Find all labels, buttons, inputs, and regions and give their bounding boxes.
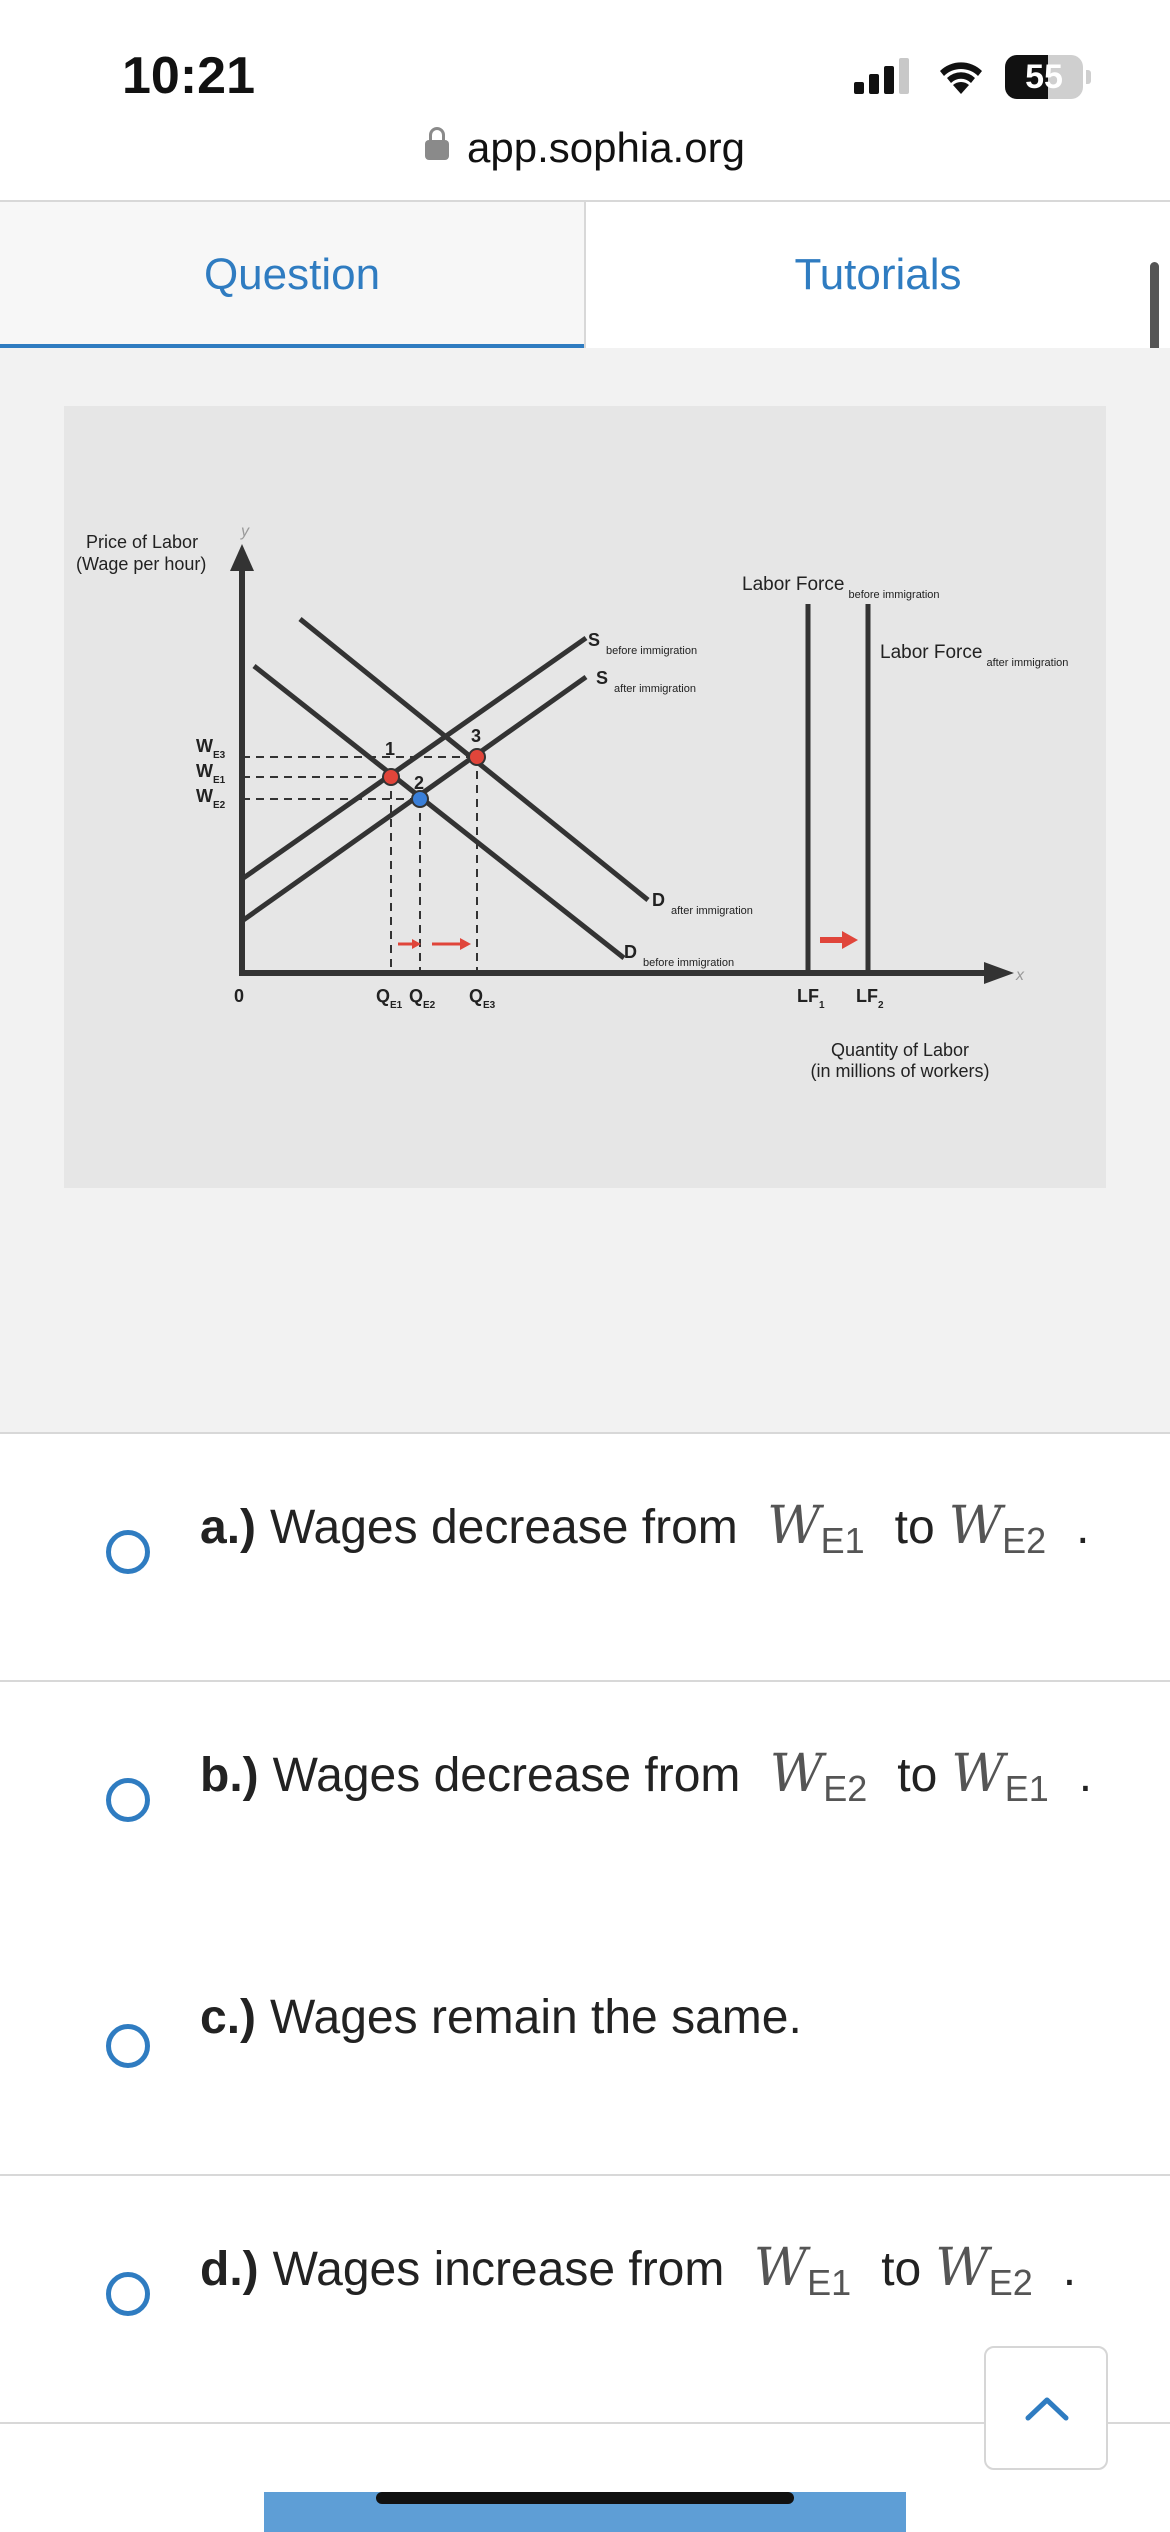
origin-label: 0 xyxy=(234,986,245,1006)
labor-market-graph xyxy=(64,406,1106,1188)
supply-after-label: $S_{after immigration}$ xyxy=(596,668,696,695)
lock-icon xyxy=(425,140,449,160)
radio-button-b[interactable] xyxy=(106,1778,150,1822)
option-a-text: a.) Wages decrease from $W_{E1}$ to $W_{E2}$ . xyxy=(200,1496,1090,1561)
tab-tutorials[interactable]: Tutorials xyxy=(584,202,1170,348)
scroll-to-top-button[interactable] xyxy=(984,2346,1108,2470)
home-indicator[interactable] xyxy=(376,2492,794,2504)
battery-icon xyxy=(1005,55,1091,99)
radio-button-c[interactable] xyxy=(106,2024,150,2068)
x-letter: x xyxy=(1016,967,1024,984)
shift-arrows-small xyxy=(398,938,471,950)
demand-after-label: $D_{after immigration}$ xyxy=(652,890,753,917)
status-time: 10:21 xyxy=(122,47,255,105)
address-bar[interactable] xyxy=(0,124,1170,172)
radio-button-a[interactable] xyxy=(106,1530,150,1574)
option-c-text: c.) Wages remain the same. xyxy=(200,1991,802,2044)
supply-before-curve xyxy=(242,638,586,879)
x-axis-arrow xyxy=(984,962,1014,984)
point-label-2: 2 xyxy=(414,773,425,793)
x-axis-label-1: Quantity of Labor xyxy=(830,1040,970,1060)
w-e2-label: $W_{E2}$ xyxy=(196,786,226,811)
supply-before-label: $S_{before immigration}$ xyxy=(588,630,698,657)
point-label-3: 3 xyxy=(471,726,482,746)
labor-force-after-label: Labor Force $_{after immigration}$ xyxy=(880,642,1069,669)
y-axis-arrow xyxy=(230,544,254,571)
y-axis-label-1: Price of Labor xyxy=(86,532,199,552)
wifi-icon xyxy=(935,56,987,96)
answer-option-a[interactable] xyxy=(0,1434,1170,1682)
w-e3-label: $W_{E3}$ xyxy=(196,736,226,761)
q-e2-label: $Q_{E2}$ xyxy=(409,986,436,1011)
y-axis-label-2: (Wage per hour) xyxy=(76,554,207,574)
option-b-text: b.) Wages decrease from $W_{E2}$ to $W_{E1}$ . xyxy=(200,1744,1093,1809)
demand-before-label: $D_{before immigration}$ xyxy=(624,942,735,969)
url-text: app.sophia.org xyxy=(467,124,745,171)
radio-button-d[interactable] xyxy=(106,2272,150,2316)
lf2-label: $LF_2$ xyxy=(856,986,884,1011)
w-e1-label: $W_{E1}$ xyxy=(196,761,226,786)
lf1-label: $LF_1$ xyxy=(797,986,825,1011)
chevron-up-icon xyxy=(1024,2394,1070,2422)
x-axis-label-2: (in millions of workers) xyxy=(810,1061,990,1081)
battery-level: 55 xyxy=(1025,58,1063,96)
y-letter: y xyxy=(241,523,249,540)
q-e1-label: $Q_{E1}$ xyxy=(376,986,403,1011)
tab-bar xyxy=(0,200,1170,350)
tab-question[interactable]: Question xyxy=(0,202,584,348)
labor-force-before-label: Labor Force $_{before immigration}$ xyxy=(742,574,940,601)
answer-option-b[interactable] xyxy=(0,1682,1170,1930)
cellular-signal-icon xyxy=(854,58,914,94)
option-d-text: d.) Wages increase from $W_{E1}$ to $W_{E2}$ . xyxy=(200,2238,1077,2303)
equilibrium-point-3 xyxy=(469,749,485,765)
answer-option-c[interactable] xyxy=(0,1928,1170,2176)
labor-force-shift-arrow xyxy=(820,931,858,949)
guide-lines xyxy=(242,757,477,973)
status-bar xyxy=(0,0,1170,140)
point-label-1: 1 xyxy=(385,739,396,759)
equilibrium-point-1 xyxy=(383,769,399,785)
equilibrium-point-2 xyxy=(412,791,428,807)
demand-before-curve xyxy=(254,666,624,958)
q-e3-label: $Q_{E3}$ xyxy=(469,986,496,1011)
